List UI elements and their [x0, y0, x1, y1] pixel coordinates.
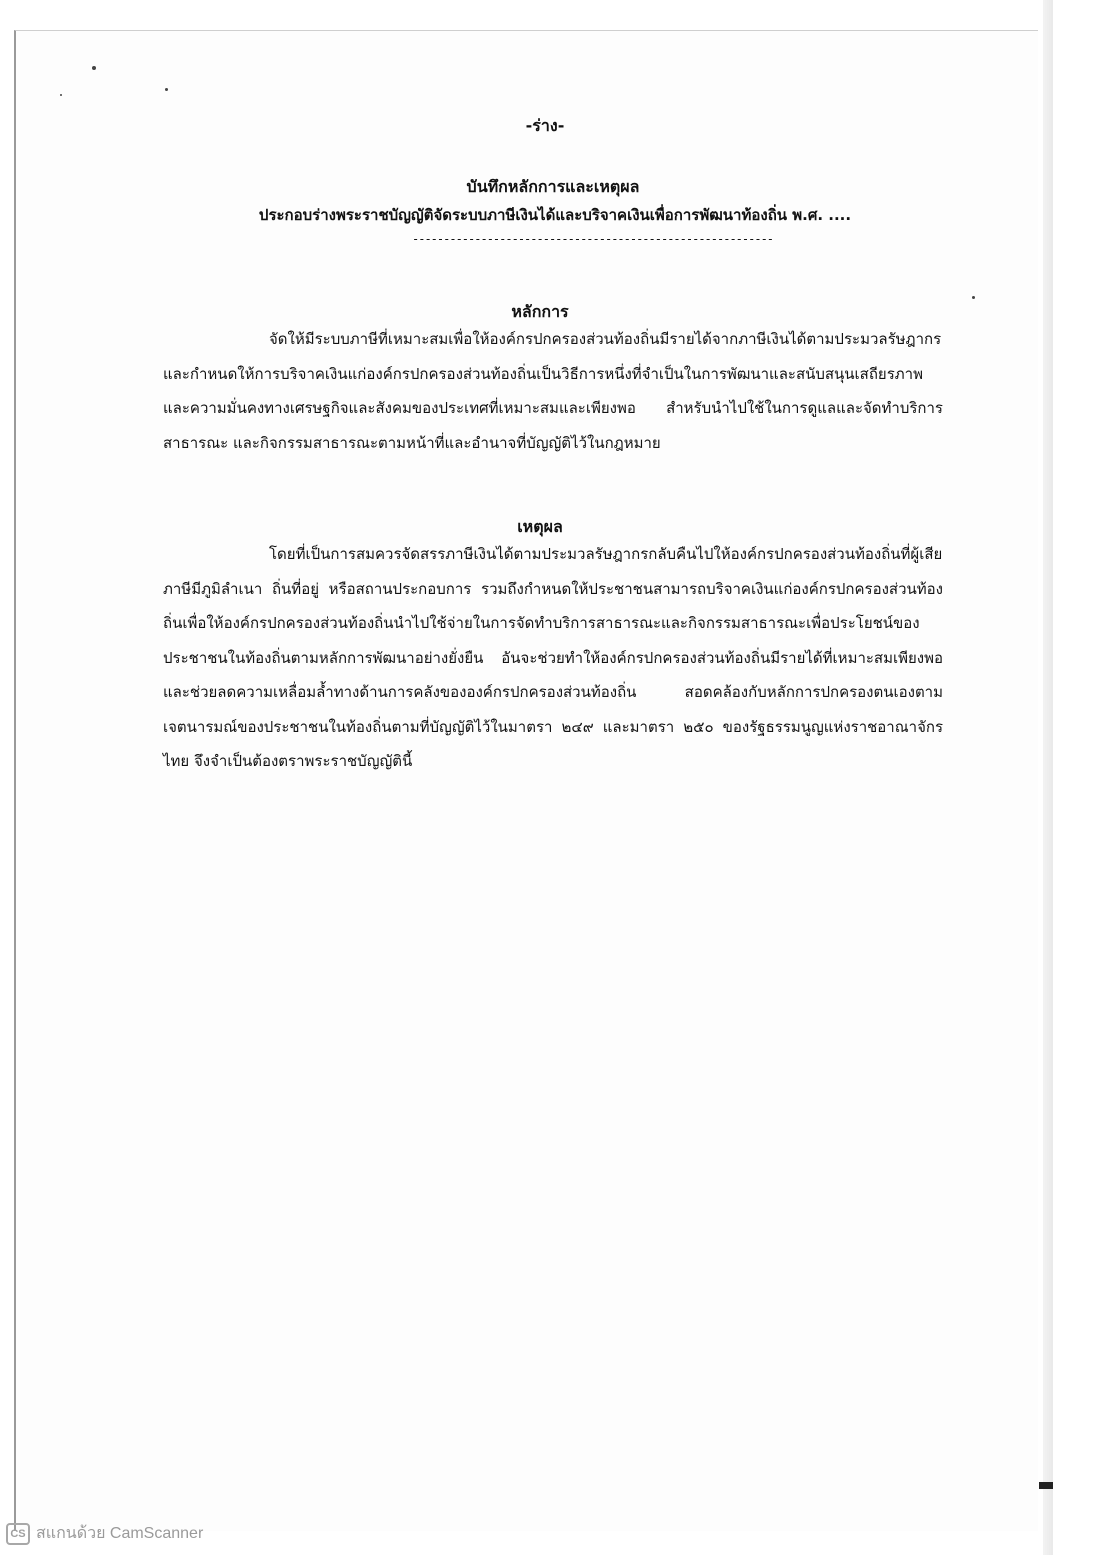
- reason-heading: เหตุผล: [517, 517, 563, 536]
- title-separator: ----------------------------------------------------------: [412, 232, 774, 246]
- principle-paragraph: จัดให้มีระบบภาษีที่เหมาะสมเพื่อให้องค์กรปกครองส่วนท้องถิ่นมีรายได้จากภาษีเงินได้ตามประมวลรัษฎากร และกำหนดให้การบริจาคเงินแก่องค์กรปกครองส่วนท้องถิ่นเป็นวิธีการหนึ่งที่จำเป็นในการพัฒนาและสนับสนุนเสถียรภาพและความมั่นคงทางเศรษฐกิจและสังคมของประเทศที่เหมาะสมและเพียงพอ สำหรับนำไปใช้ในการดูแลและจัดทำบริการสาธารณะ และกิจกรรมสาธารณะตามหน้าที่และอำนาจที่บัญญัติไว้ในกฎหมาย: [163, 330, 943, 452]
- watermark-text: สแกนด้วย CamScanner: [36, 1525, 204, 1542]
- document-subtitle: ประกอบร่างพระราชบัญญัติจัดระบบภาษีเงินได้และบริจาคเงินเพื่อการพัฒนาท้องถิ่น พ.ศ. ....: [258, 206, 852, 224]
- scan-speck: [60, 94, 62, 96]
- camscanner-logo-icon: CS: [6, 1523, 30, 1545]
- reason-paragraph: โดยที่เป็นการสมควรจัดสรรภาษีเงินได้ตามประมวลรัษฎากรกลับคืนไปให้องค์กรปกครองส่วนท้องถิ่นที่ผู้เสียภาษีมีภูมิลำเนา ถิ่นที่อยู่ หรือสถานประกอบการ รวมถึงกำหนดให้ประชาชนสามารถบริจาคเงินแก่องค์กรปกครองส่วนท้องถิ่นเพื่อให้องค์กรปกครองส่วนท้องถิ่นนำไปใช้จ่ายในการจัดทำบริการสาธารณะและกิจกรรมสาธารณะเพื่อประโยชน์ของประชาชนในท้องถิ่นตามหลักการพัฒนาอย่างยั่งยืน อันจะช่วยทำให้องค์กรปกครองส่วนท้องถิ่นมีรายได้ที่เหมาะสมเพียงพอ และช่วยลดความเหลื่อมล้ำทางด้านการคลังขององค์กรปกครองส่วนท้องถิ่น สอดคล้องกับหลักการปกครองตนเองตามเจตนารมณ์ของประชาชนในท้องถิ่นตามที่บัญญัติไว้ในมาตรา ๒๔๙ และมาตรา ๒๕๐ ของรัฐธรรมนูญแห่งราชอาณาจักรไทย จึงจำเป็นต้องตราพระราชบัญญัตินี้: [163, 545, 943, 770]
- document-page: [14, 30, 1038, 1531]
- scan-speck: [165, 88, 168, 91]
- scanner-watermark: [6, 1521, 203, 1546]
- scan-speck: [92, 66, 96, 70]
- scan-edge-mark: [1039, 1482, 1053, 1489]
- principle-heading: หลักการ: [511, 302, 569, 321]
- page-edge: [1043, 0, 1053, 1555]
- draft-label: -ร่าง-: [525, 116, 565, 135]
- document-title: บันทึกหลักการและเหตุผล: [466, 177, 640, 196]
- scan-speck: [972, 296, 975, 299]
